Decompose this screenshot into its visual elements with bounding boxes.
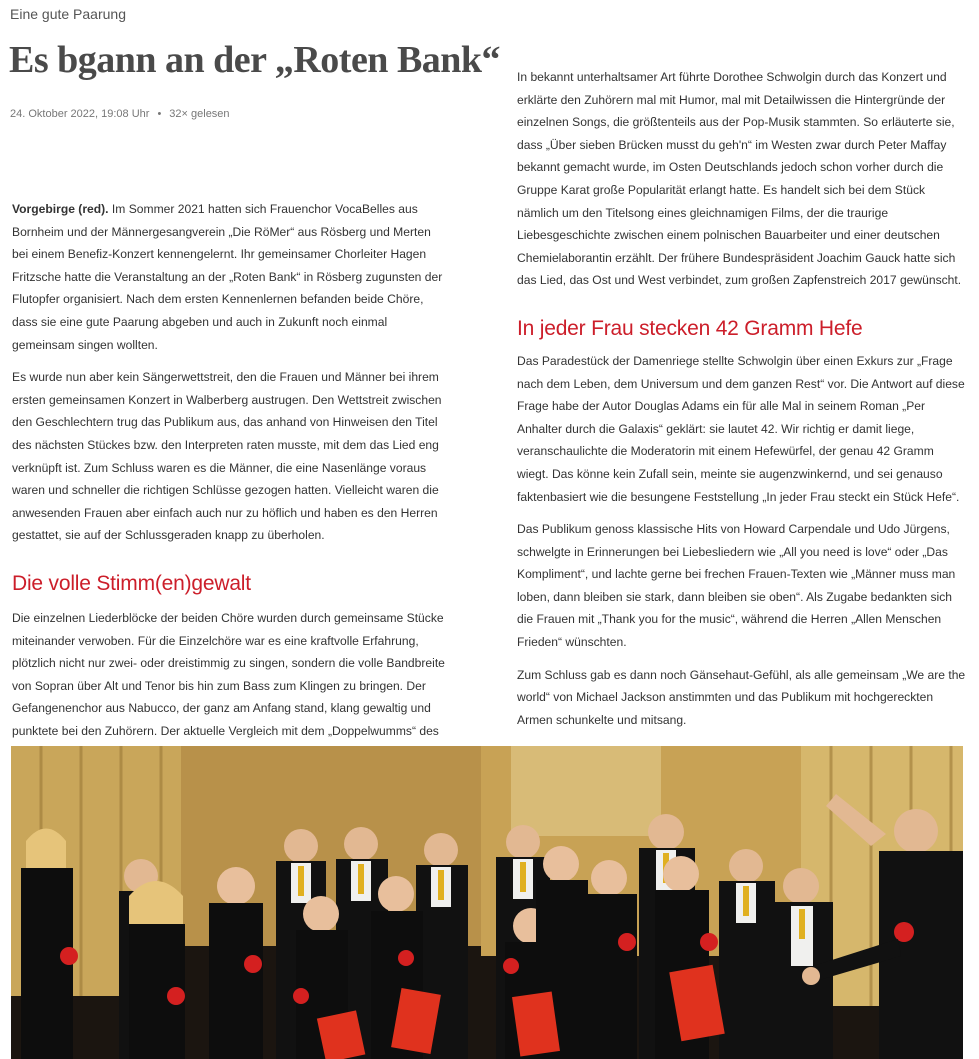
article-meta <box>10 108 230 120</box>
meta-separator: • <box>157 108 162 120</box>
paragraph-schluss: Zum Schluss gab es dann noch Gänsehaut-Gefühl, als alle gemeinsam „We are the world“ von Michael Jackson anstimmten und das Publikum mit hochgereckten Armen schunkelte und mitsang. <box>517 667 966 727</box>
choir-photo-illustration <box>11 746 963 1059</box>
paragraph-contest: Es wurde nun aber kein Sängerwettstreit, den die Frauen und Männer bei ihrem ersten gemeinsamen Konzert in Walberberg austrugen. Den Wettstreit zwischen den Geschlechtern trug das Publikum aus, das anhand von Hinweisen den Titel des nächsten Stückes bzw. den Interpreten raten musste, mit dem das Lied eng verknüpft ist. Zum Schluss waren es die Männer, die eine Nasenlänge voraus waren und schneller die richtigen Schlüsse gezogen hatten. Vielleicht waren die anwesenden Frauen aber einfach auch nur zu höflich und haben es den Herren gestattet, sie auf der Schlussgeraden knapp zu überholen. <box>12 370 442 543</box>
article-column-right <box>517 66 967 741</box>
article-kicker: Eine gute Paarung <box>10 6 126 22</box>
paragraph-intro-text: Im Sommer 2021 hatten sich Frauenchor VocaBelles aus Bornheim und der Männergesangverein „Die RöMer“ aus Rösberg und Merten bei einem Benefiz-Konzert kennengelernt. Ihr gemeinsamer Chorleiter Hagen Fritzsche hatte die Veranstaltung an der „Roten Bank“ in Rösberg zugunsten der Flutopfer organisiert. Nach dem ersten Kennenlernen befanden beide Chöre, dass sie eine gute Paarung abgeben und auch in Zukunft noch einmal gemeinsam singen wollten. <box>12 202 443 352</box>
read-count: 32× gelesen <box>169 108 230 120</box>
choir-photo <box>11 746 963 1059</box>
paragraph-publikum: Das Publikum genoss klassische Hits von Howard Carpendale und Udo Jürgens, schwelgte in Erinnerungen bei Liebesliedern wie „All you need is love“ oder „Das Kompliment“, und lachte gerne bei frechen Frauen-Texten wie „Männer muss man loben, dann bleiben sie stark, dann bleiben sie oben“. Als Zugabe bedankten sich die Frauen mit „Thank you for the music“, während die Herren „Allen Menschen Frieden“ wünschten. <box>517 522 956 650</box>
subheading-hefe: In jeder Frau stecken 42 Gramm Hefe <box>517 316 863 340</box>
article-title: Es bgann an der „Roten Bank“ <box>9 39 501 81</box>
subheading-stimmgewalt: Die volle Stimm(en)gewalt <box>12 571 251 595</box>
paragraph-moderation: In bekannt unterhaltsamer Art führte Dorothee Schwolgin durch das Konzert und erklärte den Zuhörern mal mit Humor, mal mit Detailwissen die Hintergründe der einzelnen Songs, die größtenteils aus der Pop-Musik stammten. So erläuterte sie, dass „Über sieben Brücken musst du geh'n“ im Westen zwar durch Peter Maffay bekannt gemacht wurde, im Osten Deutschlands jedoch schon vorher durch die Gruppe Karat große Popularität erlangt hatte. Es handelt sich bei dem Stück nämlich um den Titelsong eines gleichnamigen Films, der die traurige Liebesgeschichte zwischen einem polnischen Bauarbeiter und einer deutschen Chemielaborantin erzählt. Der frühere Bundespräsident Joachim Gauck hatte sich das Lied, das Ost und West verbindet, zum großen Zapfenstreich 2017 gewünscht. <box>517 70 962 288</box>
paragraph-paradestueck: Das Paradestück der Damenriege stellte Schwolgin über einen Exkurs zur „Frage nach dem Leben, dem Universum und dem ganzen Rest“ vor. Die Antwort auf diese Frage habe der Autor Douglas Adams ein für alle Mal in seinem Roman „Per Anhalter durch die Galaxis“ geklärt: sie lautet 42. Wir richtig er damit liege, veranschaulichte die Moderatorin mit einem Hefewürfel, der genau 42 Gramm wiegt. Das könne kein Zufall sein, meinte sie augenzwinkernd, und sei genauso faktenbasiert wie die besungene Feststellung „In jeder Frau steckt ein Stück Hefe“. <box>517 353 965 504</box>
article-column-left <box>12 198 449 798</box>
paragraph-intro <box>12 198 449 356</box>
publish-date: 24. Oktober 2022, 19:08 Uhr <box>10 108 150 120</box>
paragraph-liederbloecke: Die einzelnen Liederblöcke der beiden Chöre wurden durch gemeinsame Stücke miteinander verwoben. Für die Einzelchöre war es eine kraftvolle Erfahrung, plötzlich nicht nur zwei- oder dreistimmig zu singen, sondern die volle Bandbreite von Sopran über Alt und Tenor bis hin zum Bass zum Klingen zu bringen. Der Gefangenenchor aus Nabucco, der ganz am Anfang stand, klang gewaltig und punktete bei den Zuhörern. Der aktuelle Vergleich mit dem „Doppelwumms“ des <box>12 610 445 738</box>
dateline: Vorgebirge (red). <box>12 202 109 216</box>
